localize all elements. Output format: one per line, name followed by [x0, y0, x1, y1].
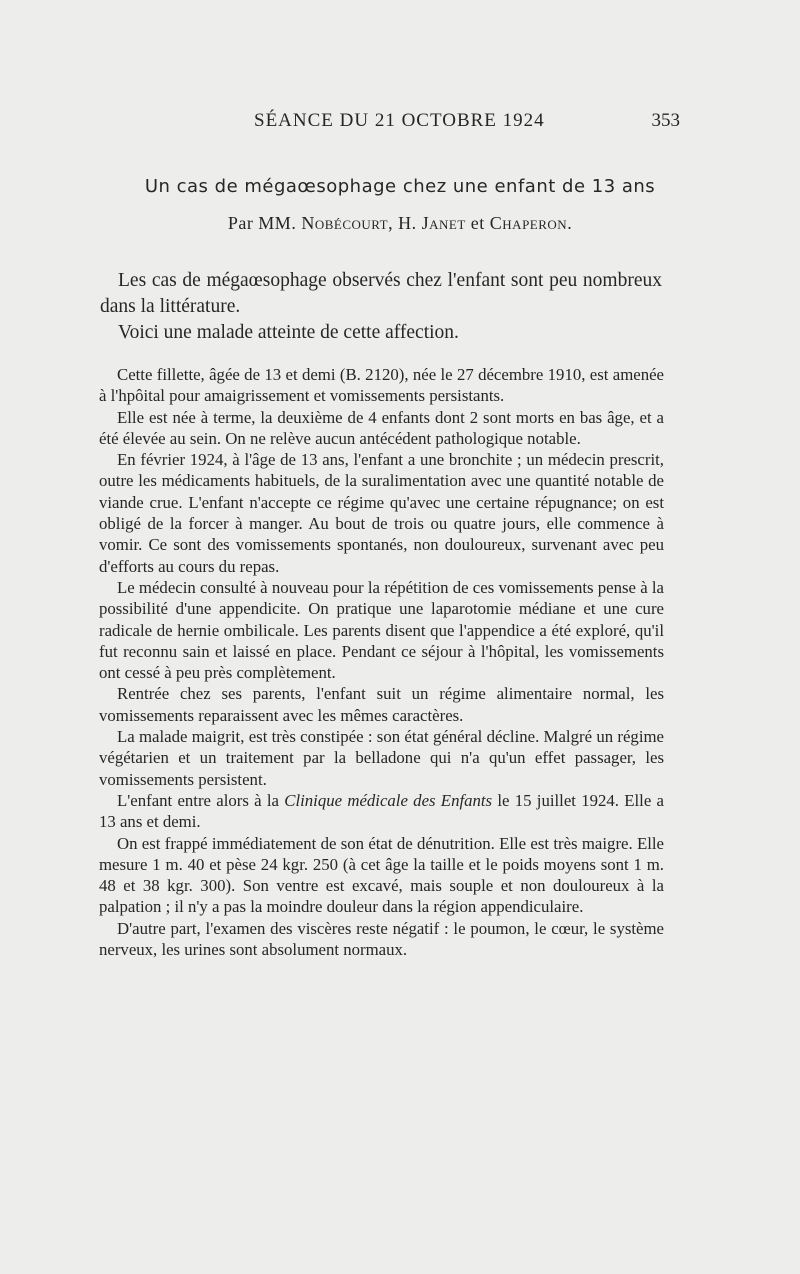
running-header: [0, 110, 800, 136]
intro-paragraph: Voici une malade atteinte de cette affection.: [118, 322, 459, 343]
introduction: [100, 268, 662, 346]
author-chaperon: Chaperon: [489, 213, 568, 233]
body-paragraph: La malade maigrit, est très constipée : son état général décline. Malgré un régime végétarien et un traitement par la belladone qui n'a qu'un effet passager, les vomissements persistent.: [99, 727, 664, 789]
author-nobecourt: Nobécourt: [301, 213, 389, 233]
page-number: 353: [651, 110, 680, 131]
byline: [0, 213, 800, 234]
clinic-text-before: L'enfant entre alors à la: [117, 790, 285, 810]
intro-paragraph: Les cas de mégaœsophage observés chez l'enfant sont peu nombreux dans la littérature.: [100, 270, 662, 317]
byline-comma: ,: [388, 213, 399, 233]
clinic-name: Clinique médicale des Enfants: [284, 790, 493, 810]
article-title: Un cas de mégaœsophage chez une enfant de 13 ans: [144, 176, 656, 197]
body-paragraph: D'autre part, l'examen des viscères reste négatif : le poumon, le cœur, le système nerveux, les urines sont absolument normaux.: [99, 918, 664, 960]
article-body: [99, 364, 664, 960]
author-janet: H. Janet: [398, 213, 466, 233]
body-paragraph: Le médecin consulté à nouveau pour la répétition de ces vomissements pense à la possibilité d'une appendicite. On pratique une laparotomie médiane et une cure radicale de hernie ombilicale. Les parents disent que l'appendice a été exploré, qu'il fut reconnu sain et laissé en place. Pendant ce séjour à l'hôpital, les vomissements ont cessé à peu près complètement.: [99, 577, 664, 683]
byline-period: .: [567, 213, 573, 233]
byline-and: et: [465, 213, 490, 233]
running-title: SÉANCE DU 21 OCTOBRE 1924: [254, 110, 545, 131]
body-paragraph: Elle est née à terme, la deuxième de 4 enfants dont 2 sont morts en bas âge, et a été élevée au sein. On ne relève aucun antécédent pathologique notable.: [99, 407, 664, 448]
byline-prefix: Par MM.: [227, 213, 302, 233]
body-paragraph: On est frappé immédiatement de son état de dénutrition. Elle est très maigre. Elle mesure 1 m. 40 et pèse 24 kgr. 250 (à cet âge la taille et le poids moyens sont 1 m. 48 et 38 kgr. 300). Son ventre est excavé, mais souple et non douloureux à la palpation ; il n'y a pas la moindre douleur dans la région appendiculaire.: [99, 833, 664, 917]
body-paragraph: Rentrée chez ses parents, l'enfant suit un régime alimentaire normal, les vomissements reparaissent avec les mêmes caractères.: [99, 684, 664, 725]
body-paragraph-clinic: [99, 790, 664, 833]
body-paragraph: Cette fillette, âgée de 13 et demi (B. 2120), née le 27 décembre 1910, est amenée à l'hpôital pour amaigrissement et vomissements persistants.: [99, 365, 664, 406]
clinic-text-after: le 15 juillet 1924. Elle a 13 ans et demi.: [99, 790, 664, 832]
body-paragraph: En février 1924, à l'âge de 13 ans, l'enfant a une bronchite ; un médecin prescrit, outre les médicaments habituels, de la suralimentation avec une quantité notable de viande crue. L'enfant n'accepte ce régime qu'avec une certaine répugnance; on est obligé de la forcer à manger. Au bout de trois ou quatre jours, elle commence à vomir. Ce sont des vomissements spontanés, non douloureux, survenant avec peu d'efforts au cours du repas.: [99, 450, 664, 576]
